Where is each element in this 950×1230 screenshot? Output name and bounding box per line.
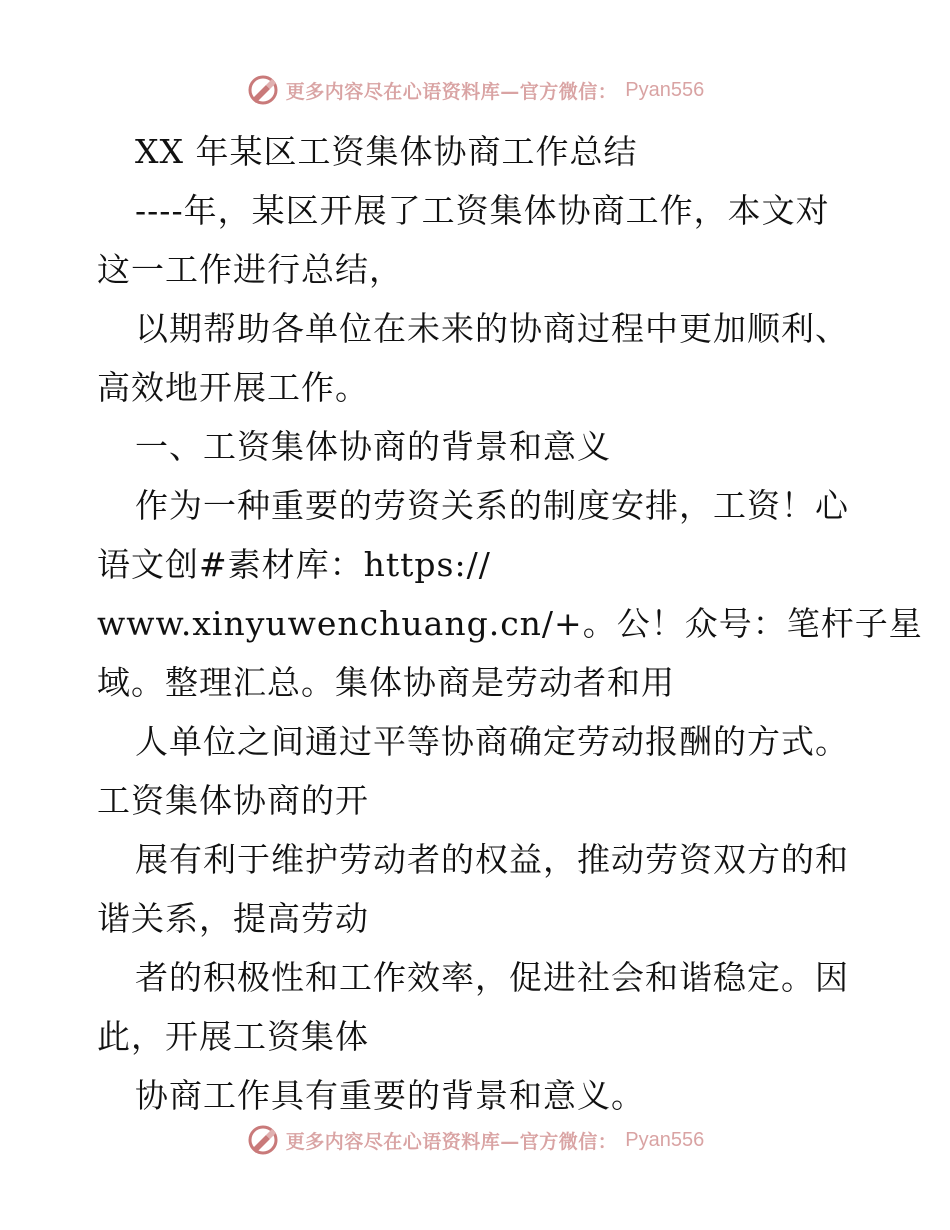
paragraph-line: 高效地开展工作。 <box>97 368 369 407</box>
paragraph-line: 协商工作具有重要的背景和意义。 <box>135 1076 645 1115</box>
paragraph-line: 工资集体协商的开 <box>97 781 369 820</box>
paragraph-line: 这一工作进行总结， <box>97 250 403 289</box>
paragraph-line: ----年，某区开展了工资集体协商工作，本文对 <box>135 191 830 230</box>
document-body <box>97 122 923 1125</box>
paragraph-line: 以期帮助各单位在未来的协商过程中更加顺利、 <box>135 309 849 348</box>
paragraph-line: www.xinyuwenchuang.cn/+。公！众号：笔杆子星 <box>97 604 923 643</box>
pen-logo-icon <box>246 73 280 107</box>
paragraph-line: 语文创#素材库：https:// <box>97 545 491 584</box>
paragraph-line: 者的积极性和工作效率，促进社会和谐稳定。因 <box>135 958 849 997</box>
section-heading: 一、工资集体协商的背景和意义 <box>135 427 611 466</box>
header-banner-text: 更多内容尽在心语资料库—官方微信： <box>285 80 618 103</box>
footer-banner-text: 更多内容尽在心语资料库—官方微信： <box>285 1130 618 1153</box>
footer-banner-handle: Pyan556 <box>625 1128 705 1151</box>
paragraph-line: 人单位之间通过平等协商确定劳动报酬的方式。 <box>135 722 849 761</box>
paragraph-line: 域。整理汇总。集体协商是劳动者和用 <box>97 663 675 702</box>
document-title: XX 年某区工资集体协商工作总结 <box>135 132 638 171</box>
header-banner <box>0 70 950 110</box>
paragraph-line: 作为一种重要的劳资关系的制度安排，工资！心 <box>135 486 849 525</box>
paragraph-line: 谐关系，提高劳动 <box>97 899 369 938</box>
pen-logo-icon <box>246 1123 280 1157</box>
footer-banner <box>0 1120 950 1160</box>
paragraph-line: 展有利于维护劳动者的权益，推动劳资双方的和 <box>135 840 849 879</box>
paragraph-line: 此，开展工资集体 <box>97 1017 369 1056</box>
header-banner-handle: Pyan556 <box>625 78 705 101</box>
